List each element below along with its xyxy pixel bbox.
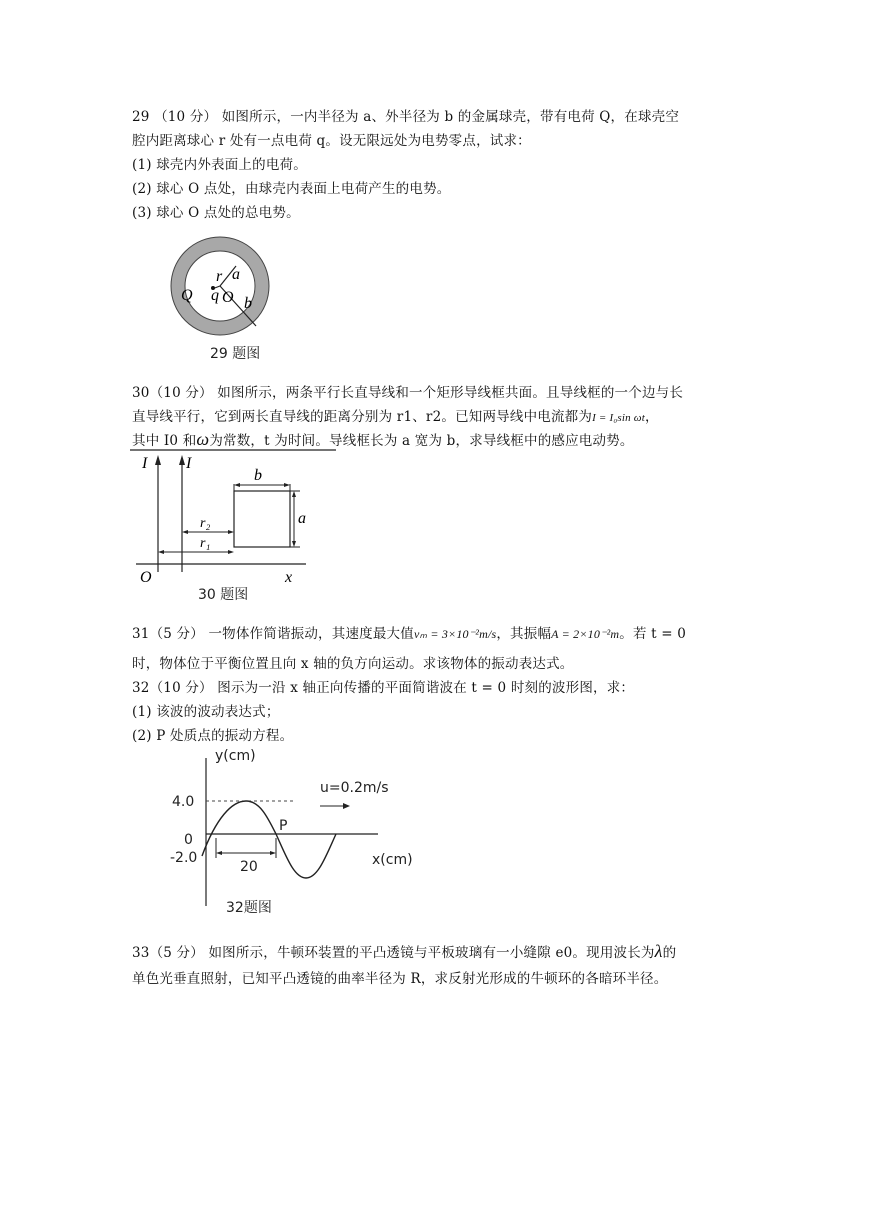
figure-caption-32: 32题图 bbox=[226, 900, 272, 916]
label-O: O bbox=[222, 289, 234, 306]
q32-item2: (2) P 处质点的振动方程。 bbox=[132, 728, 294, 744]
q29-item3: (3) 球心 O 点处的总电势。 bbox=[132, 205, 300, 221]
current-formula: I = I₀sin ωt bbox=[592, 412, 645, 424]
dim-arrow-left bbox=[216, 851, 222, 855]
r1-arrow-left bbox=[158, 550, 164, 554]
wire-2-arrow bbox=[179, 455, 185, 465]
q32-line1: 32（10 分） 图示为一沿 x 轴正向传播的平面简谐波在 t = 0 时刻的波形图，求： bbox=[132, 680, 635, 696]
label-a: a bbox=[298, 510, 306, 527]
q33-line1 bbox=[132, 941, 676, 961]
q31-line1-mid: ，其振幅 bbox=[496, 626, 552, 642]
q30-line3-end: 为常数，t 为时间。导线框长为 a 宽为 b，求导线框中的感应电动势。 bbox=[209, 433, 634, 449]
label-q: q bbox=[211, 287, 219, 304]
q29-item2: (2) 球心 O 点处，由球壳内表面上电荷产生的电势。 bbox=[132, 181, 451, 197]
figure-caption-29: 29 题图 bbox=[210, 346, 261, 362]
label-I2: I bbox=[186, 455, 192, 472]
q32-figure-wave bbox=[160, 746, 420, 918]
q29-line1: 29 （10 分） 如图所示，一内半径为 a、外半径为 b 的金属球壳，带有电荷 Q，在球壳空 bbox=[132, 109, 680, 125]
q30-line2-text: 直导线平行，它到两长直导线的距离分别为 r1、r2。已知两导线中电流都为 bbox=[132, 409, 593, 425]
a-arrow-top bbox=[292, 491, 296, 497]
tick-20: 20 bbox=[240, 859, 258, 875]
label-r: r bbox=[216, 268, 223, 285]
omega-symbol: ω bbox=[196, 429, 210, 449]
speed-label: u=0.2m/s bbox=[320, 780, 389, 796]
q29-line2: 腔内距离球心 r 处有一点电荷 q。设无限远处为电势零点，试求： bbox=[132, 133, 531, 149]
rectangular-frame bbox=[234, 491, 290, 547]
x-axis-label: x(cm) bbox=[372, 852, 413, 868]
label-I1: I bbox=[142, 455, 148, 472]
label-a: a bbox=[232, 266, 240, 283]
q33-line2: 单色光垂直照射，已知平凸透镜的曲率半径为 R，求反射光形成的牛顿环的各暗环半径。 bbox=[132, 971, 668, 987]
q29-item1: (1) 球壳内外表面上的电荷。 bbox=[132, 157, 307, 173]
velocity-arrowhead bbox=[343, 803, 350, 809]
label-r2: r₂ bbox=[200, 516, 211, 531]
tick-4-0: 4.0 bbox=[172, 794, 195, 810]
q30-line1: 30（10 分） 如图所示，两条平行长直导线和一个矩形导线框共面。且导线框的一个边与长 bbox=[132, 385, 684, 401]
tick-minus-2-0: -2.0 bbox=[170, 850, 198, 866]
label-O: O bbox=[140, 569, 152, 586]
q30-line3 bbox=[132, 429, 634, 449]
label-b: b bbox=[254, 467, 262, 484]
q31-line1-end: 。若 t = 0 bbox=[619, 626, 687, 642]
y-axis-label: y(cm) bbox=[215, 748, 256, 764]
q33-line1-end: 的 bbox=[662, 945, 677, 961]
wire-1-arrow bbox=[155, 455, 161, 465]
label-b: b bbox=[244, 295, 252, 312]
b-arrow-left bbox=[234, 483, 240, 487]
q30-line2 bbox=[132, 405, 659, 425]
r2-arrow-right bbox=[228, 530, 234, 534]
vm-formula: vₘ = 3×10⁻²m/s bbox=[413, 627, 497, 641]
q31-line1 bbox=[132, 622, 686, 642]
wave-curve bbox=[202, 801, 336, 878]
r2-arrow-left bbox=[182, 530, 188, 534]
a-arrow-bottom bbox=[292, 541, 296, 547]
q30-figure-wires bbox=[128, 447, 343, 605]
q32-item1: (1) 该波的波动表达式； bbox=[132, 704, 280, 720]
q29-figure-sphere bbox=[170, 236, 300, 364]
label-P: P bbox=[279, 818, 288, 834]
amplitude-formula: A = 2×10⁻²m bbox=[551, 627, 620, 641]
q30-line2-end: ， bbox=[644, 409, 659, 425]
b-arrow-right bbox=[284, 483, 290, 487]
tick-0: 0 bbox=[184, 832, 193, 848]
q30-line3-text: 其中 I0 和 bbox=[132, 433, 197, 449]
q31-line1-text: 31（5 分） 一物体作简谐振动，其速度最大值 bbox=[132, 626, 414, 642]
r1-arrow-right bbox=[228, 550, 234, 554]
label-Q: Q bbox=[181, 287, 193, 304]
q33-line1-text: 33（5 分） 如图所示，牛顿环装置的平凸透镜与平板玻璃有一小缝隙 e0。现用波长为 bbox=[132, 945, 655, 961]
dim-arrow-right bbox=[270, 851, 276, 855]
figure-caption-30: 30 题图 bbox=[198, 587, 249, 603]
lambda-symbol: λ bbox=[654, 941, 663, 961]
label-r1: r₁ bbox=[200, 536, 211, 551]
label-x: x bbox=[285, 569, 293, 586]
q31-line2: 时，物体位于平衡位置且向 x 轴的负方向运动。求该物体的振动表达式。 bbox=[132, 656, 574, 672]
